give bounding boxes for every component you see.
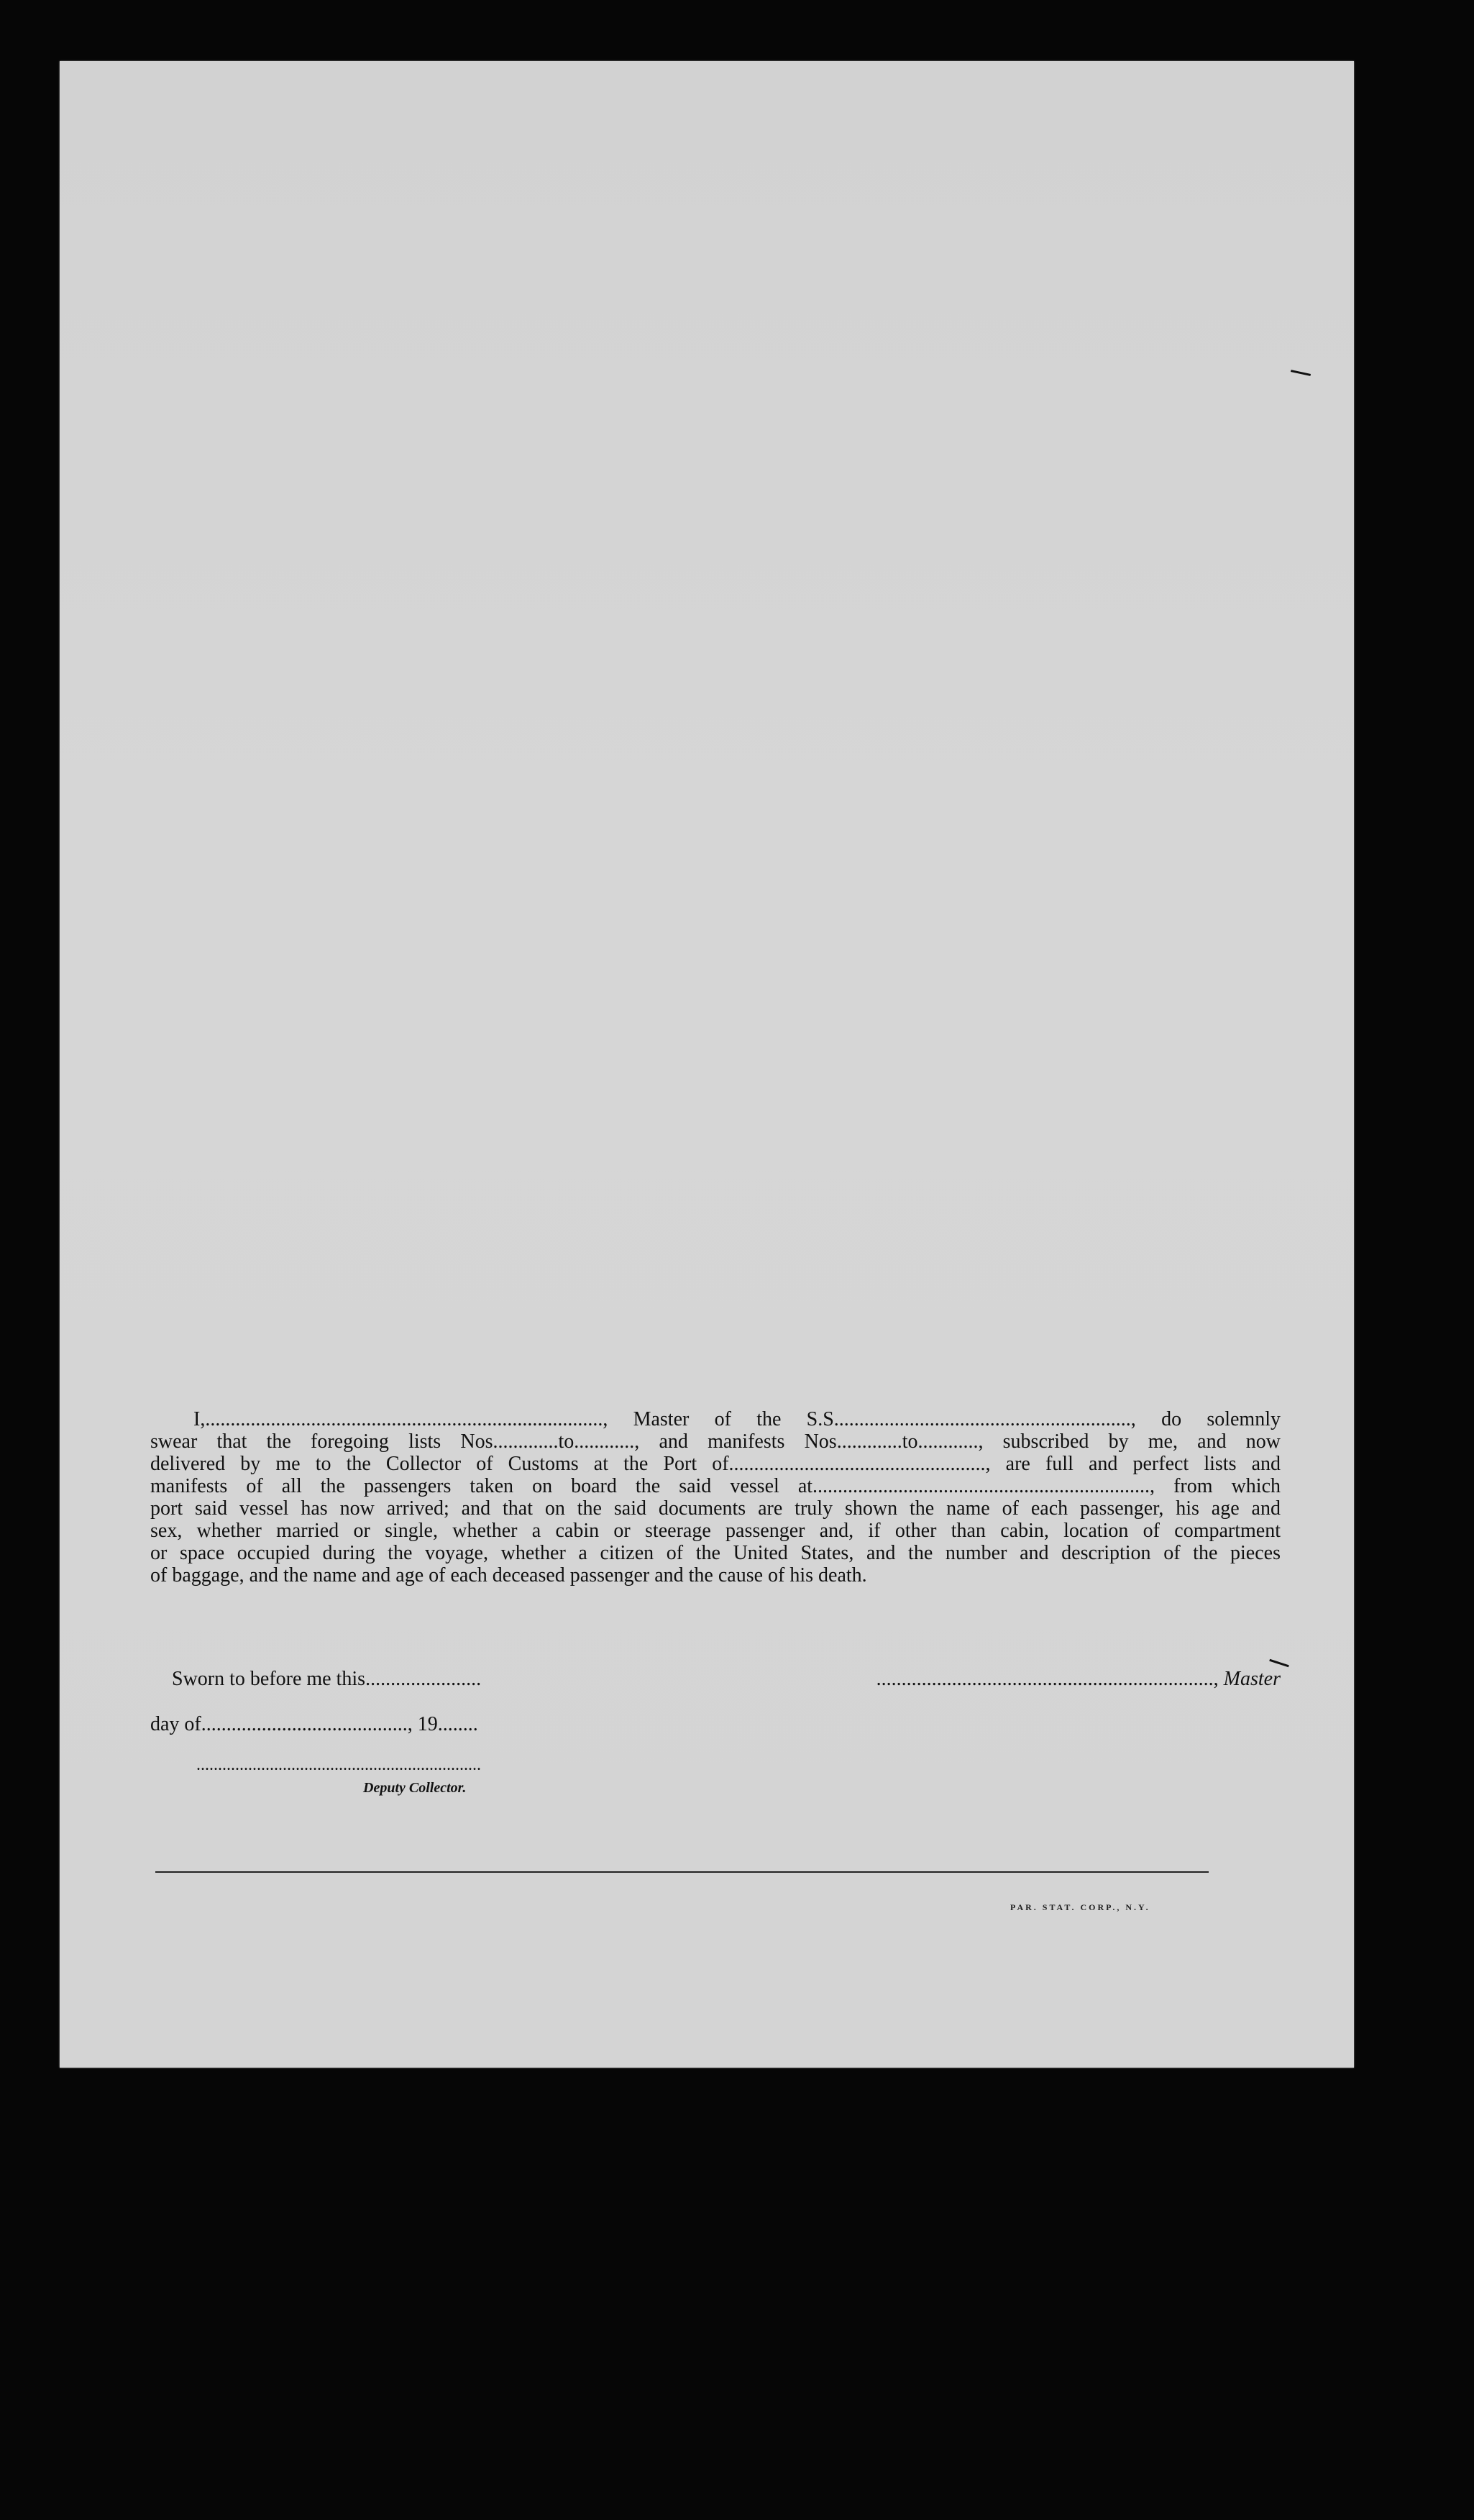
- master-signature-dots: ...................................................................,: [876, 1668, 1219, 1690]
- deputy-collector-label: Deputy Collector.: [363, 1780, 467, 1796]
- oath-line: delivered by me to the Collector of Customs at the Port of..................................................., are full and perfect lists and: [150, 1453, 1281, 1475]
- master-signature-line: [786, 1668, 1281, 1691]
- oath-paragraph: [150, 1408, 1281, 1587]
- printer-imprint: PAR. STAT. CORP., N.Y.: [1010, 1902, 1150, 1912]
- horizontal-rule: [155, 1871, 1209, 1873]
- sworn-before-line: Sworn to before me this.......................: [172, 1668, 482, 1690]
- oath-line: port said vessel has now arrived; and that on the said documents are truly shown the name of each passenger, his age and: [150, 1497, 1281, 1520]
- oath-line: I,..............................................................................., Master of the S.S..........................................................., do solemnly: [193, 1408, 1281, 1430]
- deputy-signature-dots: ..................................................................: [196, 1756, 481, 1774]
- date-line: day of........................................., 19........: [150, 1713, 478, 1735]
- oath-line: manifests of all the passengers taken on board the said vessel at..................................................................., from which: [150, 1475, 1281, 1497]
- master-label: Master: [1223, 1668, 1281, 1690]
- oath-line: of baggage, and the name and age of each deceased passenger and the cause of his death.: [150, 1564, 867, 1587]
- oath-line: or space occupied during the voyage, whether a citizen of the United States, and the number and description of the pieces: [150, 1542, 1281, 1564]
- oath-line: swear that the foregoing lists Nos.............to............, and manifests Nos.............to............, subscribed by me, and now: [150, 1430, 1281, 1453]
- oath-line: sex, whether married or single, whether a cabin or steerage passenger and, if other than cabin, location of compartment: [150, 1520, 1281, 1542]
- document-page: [60, 61, 1354, 2068]
